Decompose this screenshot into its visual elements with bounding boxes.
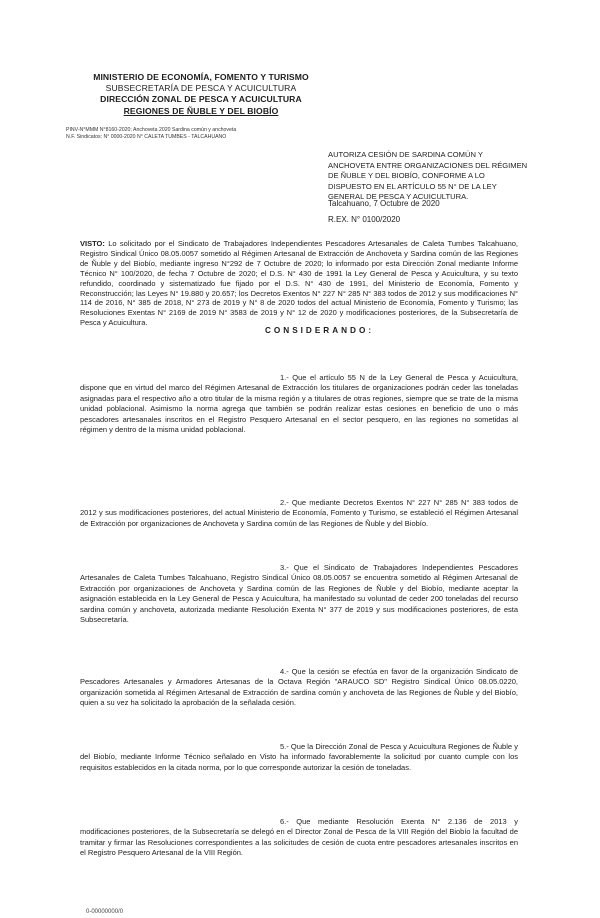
regiones-name: REGIONES DE ÑUBLE Y DEL BIOBÍO [123, 105, 279, 116]
considerando-heading: CONSIDERANDO: [265, 326, 375, 335]
considerando-paragraph-1: 1.- Que el artículo 55 N de la Ley General de Pesca y Acuicultura, dispone que en virtud del marco del Régimen Artesanal de Extracción los titulares de organizaciones podrán ceder las toneladas asignadas para el respectivo año a otro titular de la misma región y a titulares de otras regiones, siempre que se trate de la misma unidad poblacional. Asimismo la norma agrega que también se podrán realizar estas cesiones en beneficio de uno o más pescadores artesanales inscritos en el Registro Pesquero Artesanal en el sector pesquero, en las regiones no sometidas al régimen y dentro de la misma unidad poblacional. [80, 373, 518, 435]
reference-line-1: PINV-N°MMM N°8160-2020; Anchoveta 2020 Sardina común y anchoveta [66, 127, 237, 133]
ministry-name: MINISTERIO DE ECONOMÍA, FOMENTO Y TURISMO [93, 72, 309, 82]
considerando-paragraph-5: 5.- Que la Dirección Zonal de Pesca y Acuicultura Regiones de Ñuble y del Biobío, mediante Informe Técnico señalado en Visto ha informado favorablemente la solicitud por cuanto cumple con los requisitos establecidos en la citada norma, por lo que corresponde autorizar la cesión de toneladas. [80, 742, 518, 772]
considerando-paragraph-2: 2.- Que mediante Decretos Exentos N° 227 N° 285 N° 383 todos de 2012 y sus modificaciones posteriores, del actual Ministerio de Economía, Fomento y Turismo, se estableció el Régimen Artesanal de Extracción por organizaciones de Anchoveta y Sardina común de las Regiones de Ñuble y del Biobío. [80, 498, 518, 528]
visto-paragraph [80, 239, 518, 328]
visto-text: Lo solicitado por el Sindicato de Trabajadores Independientes Pescadores Artesanales de Caleta Tumbes Talcahuano, Registro Sindical Único 08.05.0057 sometido al Régimen Artesanal de Extracción de Anchoveta y Sardina común de las Regiones de Ñuble y del Biobío, mediante ingreso N°292 de 7 Octubre de 2020; lo informado por esta Dirección Zonal mediante Informe Técnico N° 100/2020, de fecha 7 Octubre de 2020; el D.S. N° 430 de 1991 la Ley General de Pesca y Acuicultura, y su texto refundido, coordinado y sistematizado fue fijado por el D.S. N° 430 de 1991, del Ministerio de Economía, Fomento y Reconstrucción; las Leyes N° 19.880 y 20.657; los Decretos Exentos N° 227 N° 285 N° 383 todos de 2012 y sus modificaciones N° 114 de 2016, N° 385 de 2018, N° 273 de 2019 y N° 8 de 2020 todos del actual Ministerio de Economía, Fomento y Turismo; las Resoluciones Exentas N° 2169 de 2019 N° 3583 de 2019 y N° 12 de 2020 y modificaciones posteriores, de la Subsecretaría de Pesca y Acuicultura. [80, 239, 518, 328]
letterhead [86, 72, 316, 117]
visto-lead: VISTO: [80, 239, 105, 248]
page-footer: 0-00000000/0 [86, 909, 124, 915]
direccion-name: DIRECCIÓN ZONAL DE PESCA Y ACUICULTURA [100, 94, 302, 105]
considerando-paragraph-6: 6.- Que mediante Resolución Exenta N° 2.136 de 2013 y modificaciones posteriores, de la Subsecretaría se delegó en el Director Zonal de Pesca de la VIII Región del Biobío la facultad de tramitar y firmar las Resoluciones correspondientes a las solicitudes de cesión de cuota entre pescadores artesanales inscritos en el Registro Pesquero Artesanal de la VIII Región. [80, 817, 518, 858]
reference-line-2: N.F. Sindicatos: N° 0000-2020 N° CALETA TUMBES - TALCAHUANO [66, 134, 227, 140]
resolution-subject: AUTORIZA CESIÓN DE SARDINA COMÚN Y ANCHOVETA ENTRE ORGANIZACIONES DEL RÉGIMEN DE ÑUBLE Y DEL BIOBÍO, CONFORME A LO DISPUESTO EN EL ARTÍCULO 55 N° DE LA LEY GENERAL DE PESCA Y ACUICULTURA. [328, 150, 528, 202]
considerando-paragraph-3: 3.- Que el Sindicato de Trabajadores Independientes Pescadores Artesanales de Caleta Tumbes Talcahuano, Registro Sindical Único 08.05.0057 se encuentra sometido al Régimen Artesanal de Extracción por organizaciones de Anchoveta y Sardina común de las Regiones de Ñuble y del Biobío, mediante aceptar la asignación establecida en la Ley General de Pesca y Acuicultura, ha manifestado su voluntad de ceder 200 toneladas del recurso sardina común y anchoveta, autorizada mediante Resolución Exenta N° 377 de 2019 y sus modificaciones posteriores, de esta Subsecretaría. [80, 563, 518, 625]
considerando-paragraph-4: 4.- Que la cesión se efectúa en favor de la organización Sindicato de Pescadores Artesanales y Armadores Artesanas de la Octava Región "ARAUCO SD" Registro Sindical Único 08.05.0220, organización sometida al Régimen Artesanal de Extracción de sardina común y anchoveta de las Regiones de Ñuble y del Biobío, quien a su vez ha solicitado la aprobación de la señalada cesión. [80, 667, 518, 708]
resolution-number: R.EX. N° 0100/2020 [328, 215, 401, 224]
date-line: Talcahuano, 7 Octubre de 2020 [328, 199, 440, 208]
reference-lines [66, 127, 306, 141]
subsecretaria-name: SUBSECRETARÍA DE PESCA Y ACUICULTURA [105, 83, 297, 94]
